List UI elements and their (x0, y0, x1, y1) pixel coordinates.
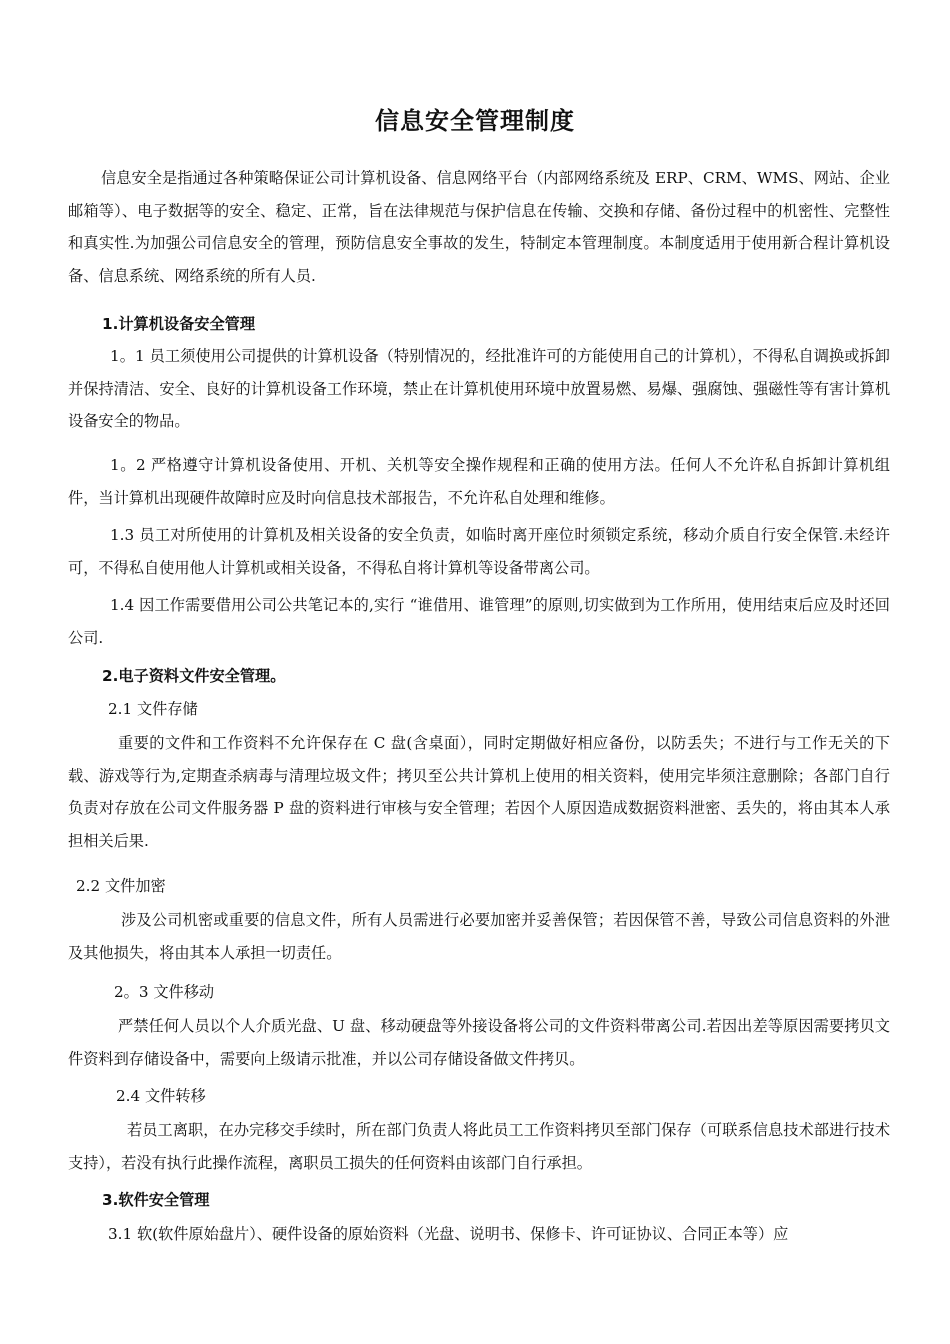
intro-paragraph: 信息安全是指通过各种策略保证公司计算机设备、信息网络平台（内部网络系统及 ERP、CRM、WMS、网站、企业邮箱等）、电子数据等的安全、稳定、正常，旨在法律规范与保护信息在传输、交换和存储、备份过程中的机密性、完整性和真实性.为加强公司信息安全的管理，预防信息安全事故的发生，特制定本管理制度。本制度适用于使用新合程计算机设备、信息系统、网络系统的所有人员. (68, 169, 890, 285)
section2-2-text: 涉及公司机密或重要的信息文件，所有人员需进行必要加密并妥善保管；若因保管不善，导致公司信息资料的外泄及其他损失，将由其本人承担一切责任。 (68, 911, 890, 962)
section1-paragraph-1: 1。1 员工须使用公司提供的计算机设备（特别情况的，经批准许可的方能使用自己的计算机），不得私自调换或拆卸并保持清洁、安全、良好的计算机设备工作环境，禁止在计算机使用环境中放置易燃、易爆、强腐蚀、强磁性等有害计算机设备安全的物品。 (68, 347, 890, 431)
section2-1-heading: 2.1 文件存储 (108, 700, 198, 718)
section2-3-text: 严禁任何人员以个人介质光盘、U 盘、移动硬盘等外接设备将公司的文件资料带离公司.若因出差等原因需要拷贝文件资料到存储设备中，需要向上级请示批准，并以公司存储设备做文件拷贝。 (68, 1017, 890, 1068)
section2-heading: 2.电子资料文件安全管理。 (102, 667, 286, 685)
document-title: 信息安全管理制度 (375, 107, 575, 135)
section2-1-text: 重要的文件和工作资料不允许保存在 C 盘(含桌面），同时定期做好相应备份，以防丢失；不进行与工作无关的下载、游戏等行为,定期查杀病毒与清理垃圾文件；拷贝至公共计算机上使用的相关资料，使用完毕须注意删除；各部门自行负责对存放在公司文件服务器 P 盘的资料进行审核与安全管理；若因个人原因造成数据资料泄密、丢失的，将由其本人承担相关后果. (68, 734, 890, 850)
section2-4-heading: 2.4 文件转移 (116, 1087, 206, 1105)
section1-paragraph-2: 1。2 严格遵守计算机设备使用、开机、关机等安全操作规程和正确的使用方法。任何人不允许私自拆卸计算机组件，当计算机出现硬件故障时应及时向信息技术部报告，不允许私自处理和维修。 (68, 456, 890, 507)
section2-4-text: 若员工离职，在办完移交手续时，所在部门负责人将此员工工作资料拷贝至部门保存（可联系信息技术部进行技术支持），若没有执行此操作流程，离职员工损失的任何资料由该部门自行承担。 (68, 1121, 890, 1172)
section1-heading: 1.计算机设备安全管理 (102, 315, 256, 333)
section1-paragraph-4: 1.4 因工作需要借用公司公共笔记本的,实行 “谁借用、谁管理”的原则,切实做到为工作所用，使用结束后应及时还回公司. (68, 596, 890, 647)
section3-paragraph-1: 3.1 软(软件原始盘片）、硬件设备的原始资料（光盘、说明书、保修卡、许可证协议、合同正本等）应 (108, 1225, 789, 1243)
section1-paragraph-3: 1.3 员工对所使用的计算机及相关设备的安全负责，如临时离开座位时须锁定系统，移动介质自行安全保管.未经许可，不得私自使用他人计算机或相关设备，不得私自将计算机等设备带离公司。 (68, 526, 890, 577)
section2-3-heading: 2。3 文件移动 (114, 983, 215, 1001)
section2-2-heading: 2.2 文件加密 (76, 877, 166, 895)
section3-heading: 3.软件安全管理 (102, 1191, 210, 1209)
